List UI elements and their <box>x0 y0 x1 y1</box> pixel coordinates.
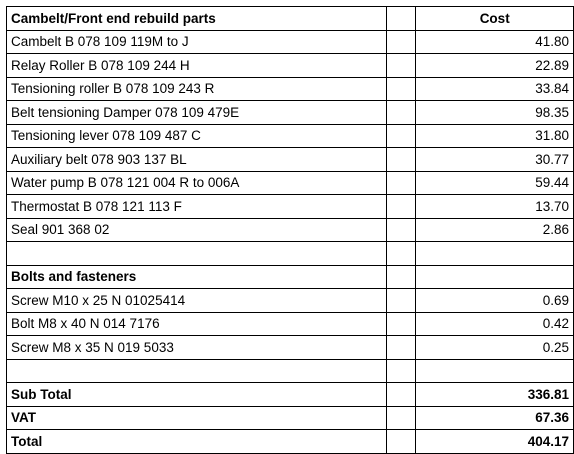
table-row <box>7 101 574 125</box>
empty-cell[interactable] <box>387 77 416 101</box>
bolt-cost[interactable]: 0.42 <box>416 312 574 336</box>
bolt-name[interactable]: Screw M10 x 25 N 01025414 <box>7 289 387 313</box>
empty-cell[interactable] <box>387 124 416 148</box>
part-name[interactable]: Auxiliary belt 078 903 137 BL <box>7 148 387 172</box>
bolt-cost[interactable]: 0.25 <box>416 336 574 360</box>
table-row <box>7 124 574 148</box>
subtotal-value[interactable]: 336.81 <box>416 383 574 407</box>
empty-cell[interactable] <box>387 101 416 125</box>
empty-cell[interactable] <box>387 406 416 430</box>
empty-cell[interactable] <box>387 7 416 31</box>
part-name[interactable]: Seal 901 368 02 <box>7 218 387 242</box>
part-name[interactable]: Tensioning lever 078 109 487 C <box>7 124 387 148</box>
empty-cell[interactable] <box>387 265 416 289</box>
empty-cell[interactable] <box>416 265 574 289</box>
table-row <box>7 336 574 360</box>
empty-cell[interactable] <box>387 359 416 383</box>
part-cost[interactable]: 98.35 <box>416 101 574 125</box>
part-cost[interactable]: 22.89 <box>416 54 574 78</box>
part-name[interactable]: Thermostat B 078 121 113 F <box>7 195 387 219</box>
empty-cell[interactable] <box>387 148 416 172</box>
header-row <box>7 7 574 31</box>
table-row <box>7 54 574 78</box>
part-cost[interactable]: 59.44 <box>416 171 574 195</box>
part-name[interactable]: Cambelt B 078 109 119M to J <box>7 30 387 54</box>
empty-cell[interactable] <box>387 30 416 54</box>
vat-label[interactable]: VAT <box>7 406 387 430</box>
bolt-name[interactable]: Screw M8 x 35 N 019 5033 <box>7 336 387 360</box>
empty-cell[interactable] <box>387 289 416 313</box>
part-cost[interactable]: 30.77 <box>416 148 574 172</box>
total-row <box>7 430 574 454</box>
empty-cell[interactable] <box>387 218 416 242</box>
vat-row <box>7 406 574 430</box>
empty-cell[interactable] <box>387 242 416 266</box>
empty-cell[interactable] <box>7 359 387 383</box>
part-name[interactable]: Water pump B 078 121 004 R to 006A <box>7 171 387 195</box>
vat-value[interactable]: 67.36 <box>416 406 574 430</box>
empty-cell[interactable] <box>387 171 416 195</box>
part-cost[interactable]: 33.84 <box>416 77 574 101</box>
table-row <box>7 312 574 336</box>
empty-cell[interactable] <box>387 336 416 360</box>
bolts-header-row <box>7 265 574 289</box>
part-cost[interactable]: 2.86 <box>416 218 574 242</box>
part-name[interactable]: Tensioning roller B 078 109 243 R <box>7 77 387 101</box>
table-row <box>7 289 574 313</box>
bolt-cost[interactable]: 0.69 <box>416 289 574 313</box>
empty-cell[interactable] <box>416 242 574 266</box>
part-cost[interactable]: 41.80 <box>416 30 574 54</box>
total-label[interactable]: Total <box>7 430 387 454</box>
total-value[interactable]: 404.17 <box>416 430 574 454</box>
empty-row <box>7 359 574 383</box>
part-name[interactable]: Belt tensioning Damper 078 109 479E <box>7 101 387 125</box>
section-title-parts[interactable]: Cambelt/Front end rebuild parts <box>7 7 387 31</box>
table-row <box>7 148 574 172</box>
empty-cell[interactable] <box>387 54 416 78</box>
table-row <box>7 195 574 219</box>
part-cost[interactable]: 13.70 <box>416 195 574 219</box>
table-row <box>7 218 574 242</box>
cost-column-header[interactable]: Cost <box>416 7 574 31</box>
empty-cell[interactable] <box>387 195 416 219</box>
bolt-name[interactable]: Bolt M8 x 40 N 014 7176 <box>7 312 387 336</box>
empty-cell[interactable] <box>387 312 416 336</box>
table-row <box>7 77 574 101</box>
part-cost[interactable]: 31.80 <box>416 124 574 148</box>
subtotal-label[interactable]: Sub Total <box>7 383 387 407</box>
part-name[interactable]: Relay Roller B 078 109 244 H <box>7 54 387 78</box>
empty-cell[interactable] <box>416 359 574 383</box>
empty-cell[interactable] <box>387 383 416 407</box>
table-row <box>7 30 574 54</box>
parts-cost-table <box>6 6 574 454</box>
section-title-bolts[interactable]: Bolts and fasteners <box>7 265 387 289</box>
table-row <box>7 171 574 195</box>
subtotal-row <box>7 383 574 407</box>
empty-row <box>7 242 574 266</box>
empty-cell[interactable] <box>387 430 416 454</box>
empty-cell[interactable] <box>7 242 387 266</box>
